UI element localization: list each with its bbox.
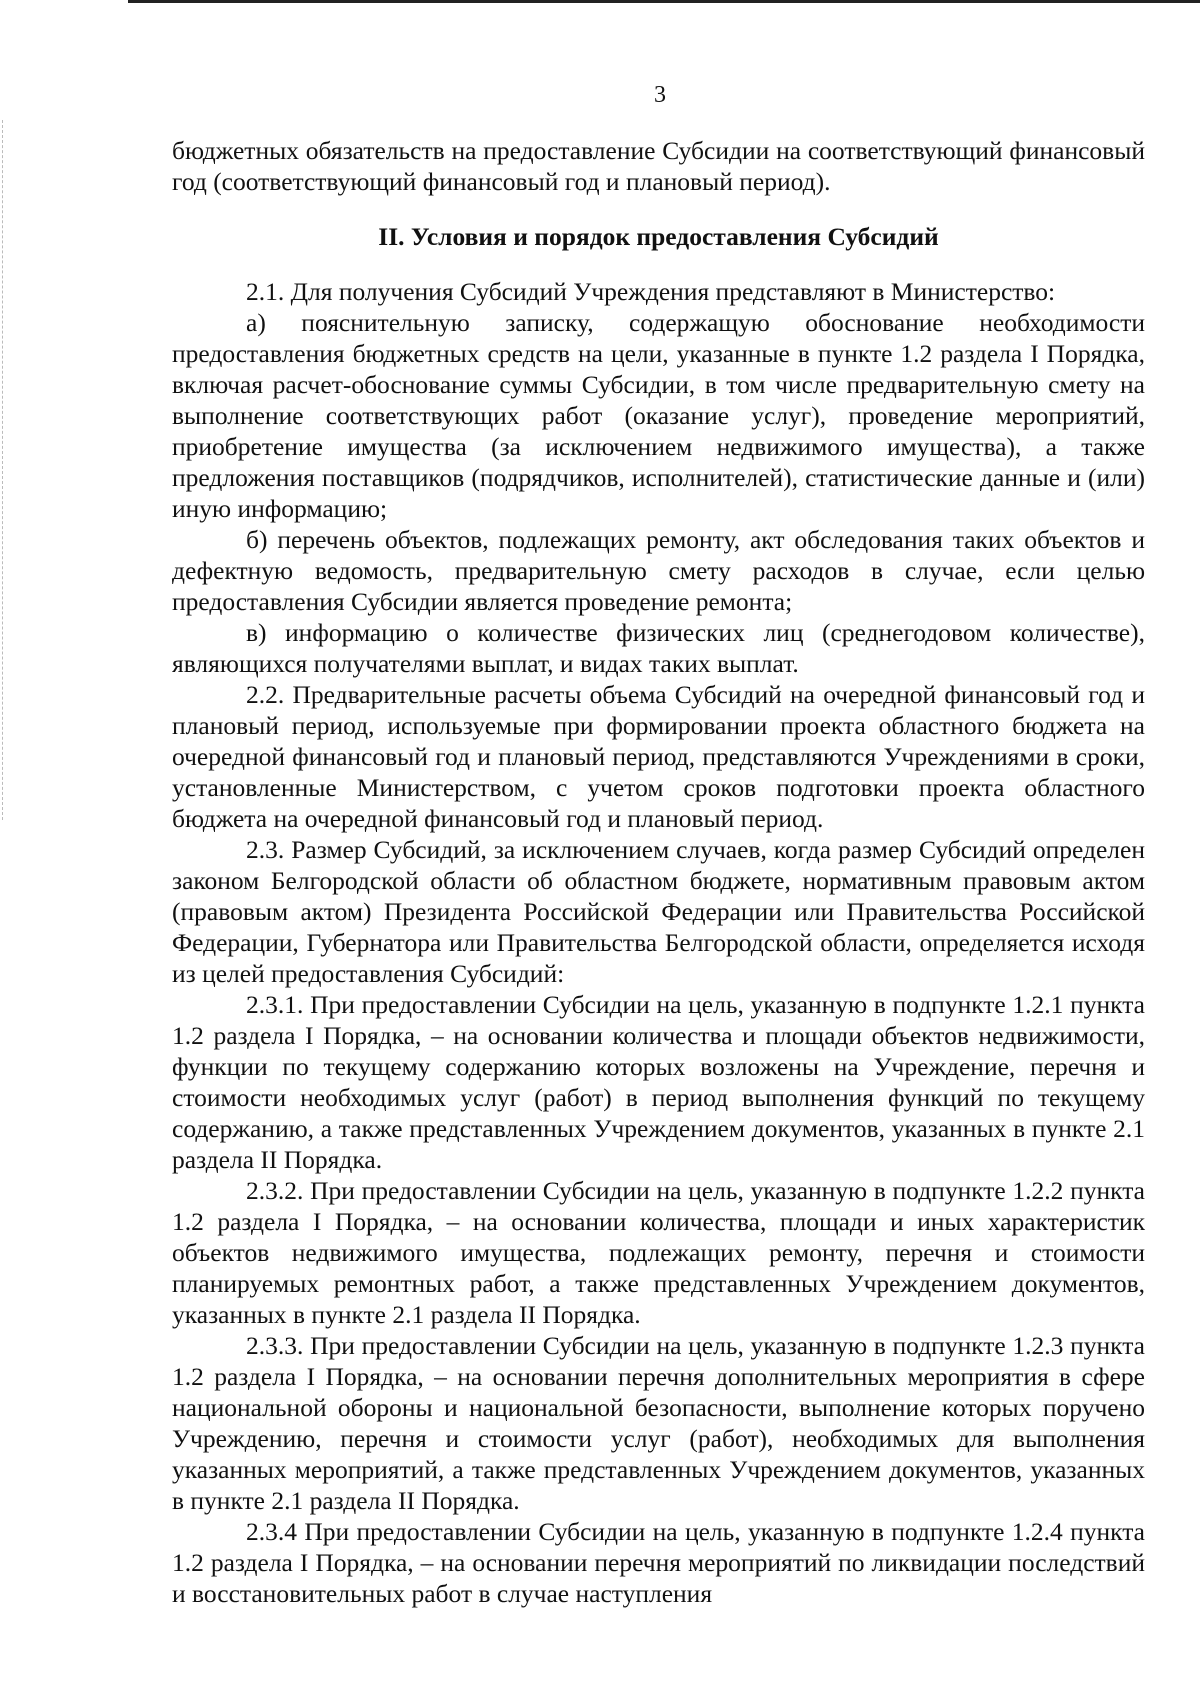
paragraph-2-1: 2.1. Для получения Субсидий Учреждения представляют в Министерство: xyxy=(246,277,1056,306)
section-heading: II. Условия и порядок предоставления Субсидий xyxy=(378,222,939,251)
paragraph-2-1-v: в) информацию о количестве физических лиц (среднегодовом количестве), являющихся получателями выплат, и видах таких выплат. xyxy=(172,618,1145,678)
paragraph-2-1-a: а) пояснительную записку, содержащую обоснование необходимости предоставления бюджетных средств на цели, указанные в пункте 1.2 раздела I Порядка, включая расчет-обоснование суммы Субсидии, в том числе предварительную смету на выполнение соответствующих работ (оказание услуг), проведение мероприятий, приобретение имущества (за исключением недвижимого имущества), а также предложения поставщиков (подрядчиков, исполнителей), статистические данные и (или) иную информацию; xyxy=(172,308,1145,523)
paragraph-2-3-4: 2.3.4 При предоставлении Субсидии на цель, указанную в подпункте 1.2.4 пункта 1.2 раздела I Порядка, – на основании перечня мероприятий по ликвидации последствий и восстановительных работ в случае наступления xyxy=(172,1517,1145,1608)
paragraph-2-3-1: 2.3.1. При предоставлении Субсидии на цель, указанную в подпункте 1.2.1 пункта 1.2 раздела I Порядка, – на основании количества и площади объектов недвижимости, функции по текущему содержанию которых возложены на Учреждение, перечня и стоимости необходимых услуг (работ) в период выполнения функций по текущему содержанию, а также представленных Учреждением документов, указанных в пункте 2.1 раздела II Порядка. xyxy=(172,990,1145,1174)
paragraph-2-3-2: 2.3.2. При предоставлении Субсидии на цель, указанную в подпункте 1.2.2 пункта 1.2 раздела I Порядка, – на основании количества, площади и иных характеристик объектов недвижимого имущества, подлежащих ремонту, перечня и стоимости планируемых ремонтных работ, а также представленных Учреждением документов, указанных в пункте 2.1 раздела II Порядка. xyxy=(172,1176,1145,1329)
paragraph-2-1-b: б) перечень объектов, подлежащих ремонту, акт обследования таких объектов и дефектную ведомость, предварительную смету расходов в случае, если целью предоставления Субсидии является проведение ремонта; xyxy=(172,525,1145,616)
page-number: 3 xyxy=(654,82,666,108)
paragraph-2-3: 2.3. Размер Субсидий, за исключением случаев, когда размер Субсидий определен законом Белгородской области об областном бюджете, нормативным правовым актом (правовым актом) Президента Российской Федерации или Правительства Российской Федерации, Губернатора или Правительства Белгородской области, определяется исходя из целей предоставления Субсидий: xyxy=(172,835,1145,988)
paragraph-2-3-3: 2.3.3. При предоставлении Субсидии на цель, указанную в подпункте 1.2.3 пункта 1.2 раздела I Порядка, – на основании перечня дополнительных мероприятия в сфере национальной обороны и национальной безопасности, выполнение которых поручено Учреждению, перечня и стоимости услуг (работ), необходимых для выполнения указанных мероприятий, а также представленных Учреждением документов, указанных в пункте 2.1 раздела II Порядка. xyxy=(172,1331,1145,1515)
paragraph-continuation: бюджетных обязательств на предоставление Субсидии на соответствующий финансовый год (соответствующий финансовый год и плановый период). xyxy=(172,136,1145,196)
paragraph-2-2: 2.2. Предварительные расчеты объема Субсидий на очередной финансовый год и плановый период, используемые при формировании проекта областного бюджета на очередной финансовый год и плановый период, представляются Учреждениями в сроки, установленные Министерством, с учетом сроков подготовки проекта областного бюджета на очередной финансовый год и плановый период. xyxy=(172,680,1145,833)
document-body xyxy=(172,135,1145,1609)
scan-left-edge xyxy=(2,120,4,820)
scan-top-edge xyxy=(128,0,1200,3)
